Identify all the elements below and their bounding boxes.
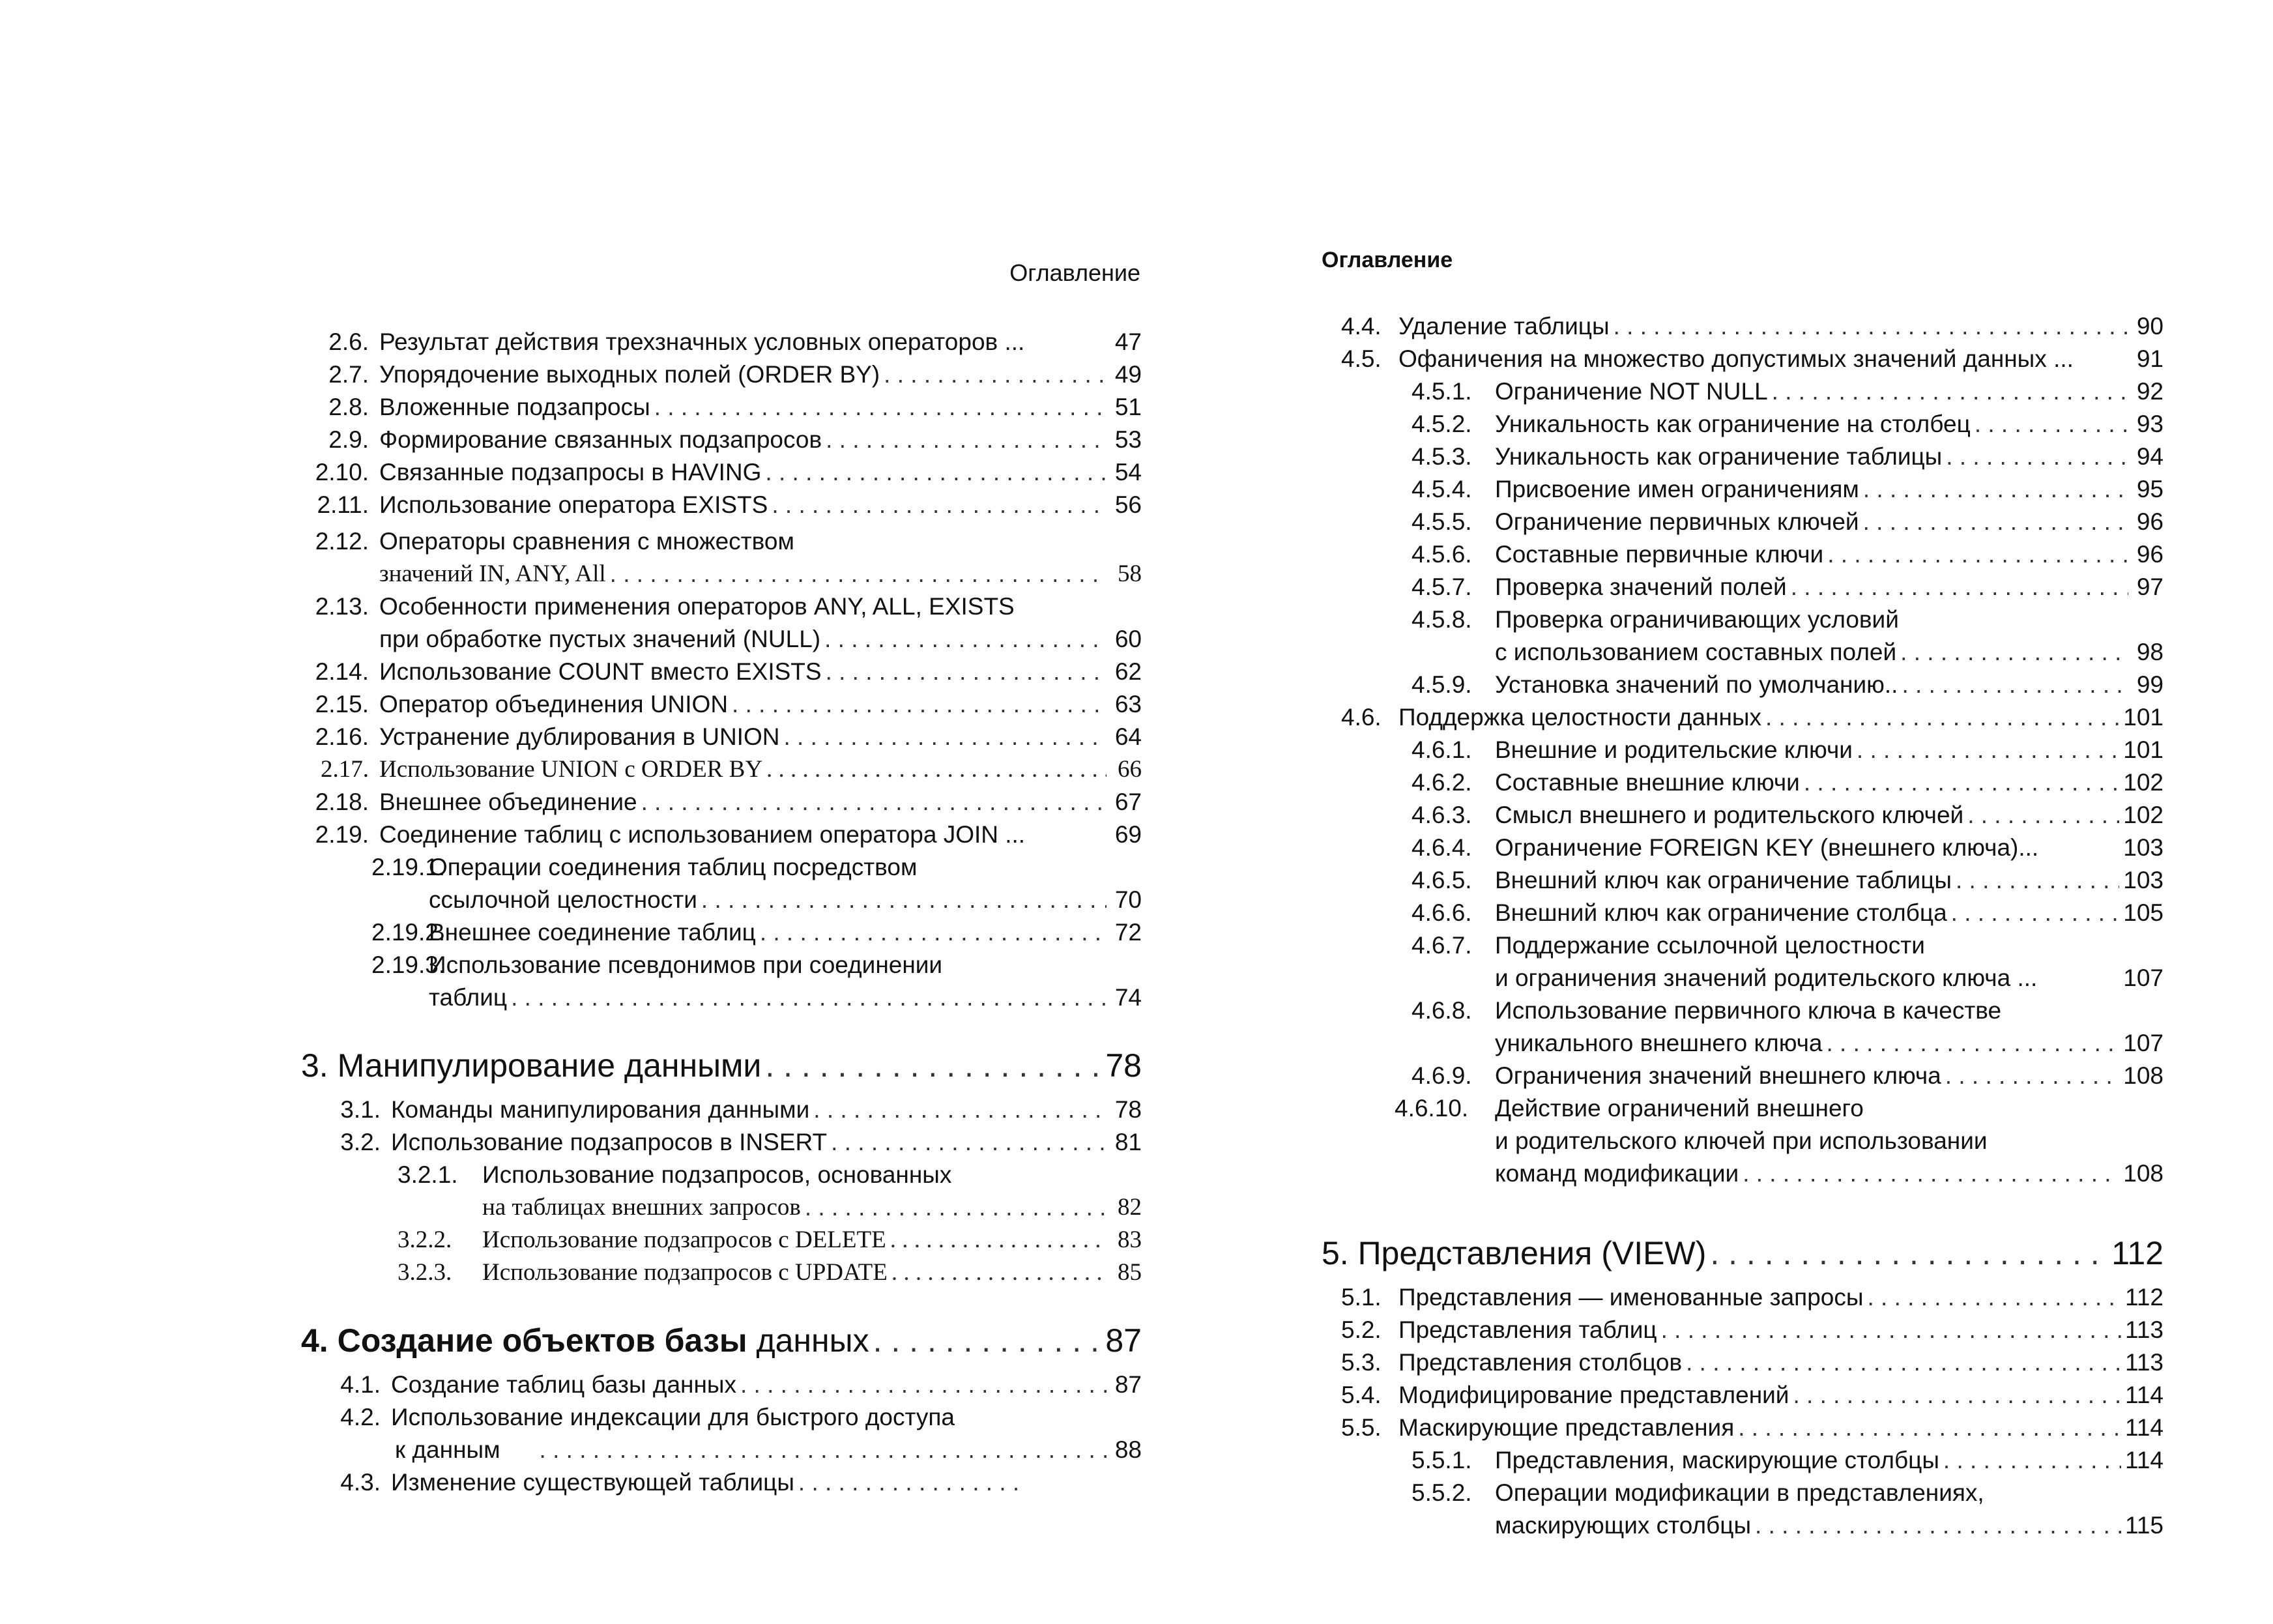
entry-title-line1: Операторы сравнения с множеством	[379, 528, 794, 555]
entry-number: 5.5.2.	[1412, 1479, 1472, 1506]
toc-entry-4-4[interactable]	[1322, 310, 2164, 343]
entry-title: Представления — именованные запросы	[1398, 1284, 1864, 1311]
dot-leader	[772, 489, 1107, 521]
toc-entry-4-6-9[interactable]	[1322, 1060, 2164, 1092]
toc-entry-2-12[interactable]	[301, 525, 1142, 590]
entry-page: 93	[2136, 411, 2164, 437]
toc-entry-5-3[interactable]	[1322, 1346, 2164, 1379]
dot-leader	[1951, 897, 2120, 929]
entry-page: 90	[2136, 313, 2164, 340]
dot-leader	[1826, 1027, 2119, 1060]
dot-leader	[1943, 1444, 2121, 1477]
left-page-toc	[301, 326, 1142, 1499]
entry-number: 4.5.8.	[1412, 606, 1472, 633]
entry-number: 2.9.	[328, 426, 369, 453]
toc-entry-4-5-7[interactable]	[1322, 571, 2164, 603]
entry-title-line1: Особенности применения операторов ANY, ALL, EXISTS	[379, 593, 1015, 620]
entry-page: 105	[2123, 899, 2164, 926]
entry-page: 107	[2123, 1030, 2164, 1056]
entry-page: 115	[2125, 1512, 2164, 1539]
entry-number: 2.15.	[315, 691, 369, 718]
entry-page: 72	[1114, 919, 1142, 946]
entry-leader: ...	[1005, 821, 1026, 848]
dot-leader	[760, 916, 1107, 949]
entry-page: 63	[1114, 691, 1142, 718]
entry-page: 112	[2125, 1284, 2164, 1311]
toc-entry-4-6-2[interactable]	[1322, 766, 2164, 799]
entry-number: 2.19.2.	[371, 919, 446, 946]
entry-title-line2: маскирующих столбцы	[1495, 1512, 1752, 1539]
entry-number: 4.6.	[1341, 704, 1382, 731]
toc-entry-2-19-2[interactable]	[301, 916, 1142, 949]
toc-entry-2-9[interactable]	[301, 424, 1142, 456]
entry-page: 88	[1114, 1436, 1142, 1463]
toc-entry-2-7[interactable]	[301, 358, 1142, 391]
entry-title: Удаление таблицы	[1398, 313, 1610, 340]
entry-title: Устранение дублирования в UNION	[379, 723, 780, 750]
dot-leader	[1791, 571, 2128, 603]
toc-entry-2-13[interactable]	[301, 590, 1142, 656]
right-page-header: Оглавление	[1322, 248, 1453, 272]
entry-page: 96	[2136, 508, 2164, 535]
entry-number: 2.13.	[315, 593, 369, 620]
entry-page: 67	[1114, 789, 1142, 815]
dot-leader	[610, 558, 1107, 590]
toc-entry-4-5-1[interactable]	[1322, 375, 2164, 408]
entry-number: 4.6.8.	[1412, 997, 1472, 1024]
toc-chapter-4[interactable]	[301, 1318, 1142, 1363]
dot-leader	[701, 884, 1107, 916]
entry-page: 85	[1118, 1259, 1142, 1286]
dot-leader	[1900, 636, 2128, 669]
dot-leader	[1946, 441, 2128, 473]
entry-title: Представления, маскирующие столбцы	[1495, 1447, 1939, 1473]
entry-title: Использование подзапросов с DELETE	[482, 1226, 886, 1253]
dot-leader	[1765, 701, 2119, 734]
toc-entry-4-6-10[interactable]	[1322, 1092, 2164, 1190]
entry-page: 101	[2123, 704, 2164, 731]
toc-entry-5-2[interactable]	[1322, 1314, 2164, 1346]
entry-number: 2.10.	[315, 459, 369, 486]
entry-leader: ...	[2017, 964, 2038, 991]
entry-title: Команды манипулирования данными	[391, 1096, 810, 1123]
entry-number: 3.2.1.	[398, 1161, 458, 1188]
dot-leader	[824, 623, 1107, 656]
entry-page: 114	[2125, 1414, 2164, 1441]
toc-entry-5-5[interactable]	[1322, 1412, 2164, 1444]
entry-title-line2: значений IN, ANY, All	[379, 560, 606, 587]
dot-leader	[1793, 1379, 2121, 1412]
left-page-header: Оглавление	[1009, 259, 1140, 286]
toc-entry-5-5-1[interactable]	[1322, 1444, 2164, 1477]
dot-leader	[1967, 799, 2119, 832]
dot-leader	[1772, 375, 2128, 408]
toc-entry-2-16[interactable]	[301, 721, 1142, 753]
entry-number: 4.5.	[1341, 345, 1382, 372]
dot-leader	[1755, 1509, 2121, 1542]
entry-title: Внешние и родительские ключи	[1495, 736, 1853, 763]
entry-leader: ...	[1004, 328, 1025, 355]
entry-title: Уникальность как ограничение на столбец	[1495, 411, 1971, 437]
entry-number: 4.5.5.	[1412, 508, 1472, 535]
toc-entry-4-5[interactable]	[1322, 343, 2164, 375]
entry-page: 98	[2136, 639, 2164, 665]
entry-number: 5.1.	[1341, 1284, 1382, 1311]
toc-entry-3-2-1[interactable]	[301, 1159, 1142, 1224]
toc-entry-4-6-4[interactable]	[1322, 832, 2164, 864]
entry-title: Ограничение первичных ключей	[1495, 508, 1859, 535]
dot-leader	[798, 1466, 1022, 1499]
toc-entry-4-2[interactable]	[301, 1401, 1142, 1466]
entry-number: 2.8.	[328, 394, 369, 420]
entry-title: Офаничения на множество допустимых значений данных	[1398, 345, 2047, 372]
entry-title: Внешнее объединение	[379, 789, 637, 815]
entry-title: Ограничение NOT NULL	[1495, 378, 1768, 405]
entry-title-line2: и родительского ключей при использовании	[1495, 1127, 1988, 1154]
toc-entry-4-6-6[interactable]	[1322, 897, 2164, 929]
dot-leader	[783, 721, 1107, 753]
toc-entry-2-11[interactable]	[301, 489, 1142, 521]
toc-entry-2-18[interactable]	[301, 786, 1142, 819]
entry-title: Ограничение FOREIGN KEY (внешнего ключа)	[1495, 834, 2019, 861]
entry-title-line1: Операции соединения таблиц посредством	[429, 854, 918, 880]
entry-number: 4.6.7.	[1412, 932, 1472, 959]
entry-title: Составные первичные ключи	[1495, 541, 1824, 568]
dot-leader	[1738, 1412, 2121, 1444]
entry-number: 5.2.	[1341, 1316, 1382, 1343]
entry-number: 4.5.7.	[1412, 573, 1472, 600]
toc-entry-3-2[interactable]	[301, 1126, 1142, 1159]
toc-entry-3-1[interactable]	[301, 1094, 1142, 1126]
entry-number: 4.6.6.	[1412, 899, 1472, 926]
entry-page: 101	[2123, 736, 2164, 763]
dot-leader	[1956, 864, 2119, 897]
entry-title-line1: Использование подзапросов, основанных	[482, 1161, 952, 1188]
entry-number: 4.6.2.	[1412, 769, 1472, 796]
entry-page: 113	[2125, 1316, 2164, 1343]
entry-leader: ...	[2018, 834, 2039, 861]
entry-title-line1: Использование псевдонимов при соединении	[429, 951, 943, 978]
toc-entry-4-6-7[interactable]	[1322, 929, 2164, 994]
toc-entry-4-1[interactable]	[301, 1369, 1142, 1401]
dot-leader	[826, 656, 1107, 688]
right-page-toc	[1322, 310, 2164, 1542]
toc-entry-4-3[interactable]	[301, 1466, 1057, 1499]
dot-leader	[1743, 1157, 2119, 1190]
entry-page: 70	[1114, 886, 1142, 913]
dot-leader	[765, 1043, 1101, 1088]
dot-leader	[1863, 473, 2128, 506]
entry-title: Формирование связанных подзапросов	[379, 426, 822, 453]
entry-number: 5.3.	[1341, 1349, 1382, 1376]
entry-page: 64	[1114, 723, 1142, 750]
toc-entry-2-19-1[interactable]	[301, 851, 1142, 916]
entry-page: 92	[2136, 378, 2164, 405]
entry-number: 2.7.	[328, 361, 369, 388]
dot-leader	[511, 981, 1107, 1014]
entry-number: 3.2.2.	[398, 1226, 452, 1253]
entry-page: 82	[1118, 1194, 1142, 1221]
entry-title: Смысл внешнего и родительского ключей	[1495, 802, 1964, 828]
entry-page: 113	[2125, 1349, 2164, 1376]
entry-page: 102	[2123, 769, 2164, 796]
dot-leader	[1863, 506, 2128, 538]
dot-leader	[831, 1126, 1107, 1159]
dot-leader	[1804, 766, 2119, 799]
entry-number: 2.14.	[315, 658, 369, 685]
toc-entry-4-5-6[interactable]	[1322, 538, 2164, 571]
entry-page: 81	[1114, 1129, 1142, 1155]
chapter-page: 112	[2111, 1235, 2164, 1271]
entry-title: Представления столбцов	[1398, 1349, 1683, 1376]
entry-title: Представления таблиц	[1398, 1316, 1657, 1343]
chapter-title: 3. Манипулирование данными	[301, 1047, 762, 1084]
dot-leader	[1857, 734, 2119, 766]
dot-leader	[890, 1224, 1107, 1256]
entry-title-line2: с использованием составных полей	[1495, 639, 1897, 665]
entry-page: 91	[2136, 345, 2164, 372]
entry-title-line2: таблиц	[429, 984, 508, 1011]
toc-entry-4-6-8[interactable]	[1322, 994, 2164, 1060]
entry-number: 4.6.10.	[1395, 1095, 1469, 1122]
entry-title-line1: Операции модификации в представлениях,	[1495, 1479, 1984, 1506]
dot-leader	[765, 456, 1107, 489]
entry-number: 4.5.9.	[1412, 671, 1472, 698]
dot-leader	[654, 391, 1107, 424]
entry-page: 108	[2123, 1160, 2164, 1187]
entry-number: 4.5.4.	[1412, 476, 1472, 502]
entry-page: 107	[2123, 964, 2164, 991]
entry-number: 5.5.1.	[1412, 1447, 1472, 1473]
entry-page: 96	[2136, 541, 2164, 568]
toc-entry-3-2-2[interactable]	[301, 1224, 1142, 1256]
toc-entry-3-2-3[interactable]	[301, 1256, 1142, 1289]
entry-title: Внешний ключ как ограничение таблицы	[1495, 867, 1952, 893]
toc-entry-4-5-8[interactable]	[1322, 603, 2164, 669]
toc-entry-5-1[interactable]	[1322, 1281, 2164, 1314]
entry-number: 5.5.	[1341, 1414, 1382, 1441]
entry-number: 2.19.3.	[371, 951, 446, 978]
entry-title: Уникальность как ограничение таблицы	[1495, 443, 1943, 470]
dot-leader	[805, 1191, 1107, 1224]
toc-entry-4-5-9[interactable]	[1322, 669, 2164, 701]
dot-leader	[1945, 1060, 2120, 1092]
entry-page: 114	[2125, 1447, 2164, 1473]
entry-title-line1: Использование индексации для быстрого доступа	[391, 1404, 955, 1430]
toc-entry-4-6[interactable]	[1322, 701, 2164, 734]
entry-title: Маскирующие представления	[1398, 1414, 1735, 1441]
entry-number: 2.19.1.	[371, 854, 446, 880]
entry-page: 99	[2136, 671, 2164, 698]
toc-entry-2-17[interactable]	[301, 753, 1142, 786]
entry-number: 2.17.	[321, 756, 369, 783]
entry-page: 97	[2136, 573, 2164, 600]
entry-page: 53	[1114, 426, 1142, 453]
toc-entry-4-5-2[interactable]	[1322, 408, 2164, 441]
entry-number: 4.1.	[340, 1371, 381, 1398]
entry-number: 4.6.9.	[1412, 1062, 1472, 1089]
entry-title: Соединение таблиц с использованием оператора JOIN	[379, 821, 998, 848]
entry-page: 49	[1114, 361, 1142, 388]
entry-title: Упорядочение выходных полей (ORDER BY)	[379, 361, 880, 388]
toc-chapter-3[interactable]	[301, 1043, 1142, 1088]
dot-leader	[732, 688, 1107, 721]
dot-leader	[1902, 669, 2128, 701]
entry-page: 102	[2123, 802, 2164, 828]
entry-title: Проверка значений полей	[1495, 573, 1787, 600]
toc-entry-5-5-2[interactable]	[1322, 1477, 2164, 1542]
entry-page: 94	[2136, 443, 2164, 470]
entry-title-line2: к данным	[395, 1436, 500, 1463]
toc-entry-4-6-3[interactable]	[1322, 799, 2164, 832]
chapter-page: 87	[1105, 1322, 1142, 1359]
entry-number: 2.18.	[315, 789, 369, 815]
entry-number: 4.4.	[1341, 313, 1382, 340]
entry-title-line3: команд модификации	[1495, 1160, 1739, 1187]
toc-entry-2-19[interactable]	[301, 819, 1142, 851]
entry-title: Создание таблиц базы данных	[391, 1371, 736, 1398]
dot-leader	[813, 1094, 1107, 1126]
entry-page: 114	[2125, 1382, 2164, 1408]
toc-chapter-5[interactable]	[1322, 1230, 2164, 1276]
entry-title-line2: и ограничения значений родительского ключа	[1495, 964, 2011, 991]
entry-page: 103	[2123, 867, 2164, 893]
entry-page: 108	[2123, 1062, 2164, 1089]
entry-title: Использование подзапросов в INSERT	[391, 1129, 828, 1155]
toc-entry-2-8[interactable]	[301, 391, 1142, 424]
toc-entry-2-19-3[interactable]	[301, 949, 1142, 1014]
dot-leader	[641, 786, 1107, 819]
entry-number: 4.5.6.	[1412, 541, 1472, 568]
entry-title-line2: уникального внешнего ключа	[1495, 1030, 1823, 1056]
entry-page: 51	[1114, 394, 1142, 420]
dot-leader	[1686, 1346, 2121, 1379]
entry-number: 2.11.	[317, 491, 369, 518]
entry-number: 4.5.3.	[1412, 443, 1472, 470]
entry-page: 103	[2123, 834, 2164, 861]
entry-page: 83	[1118, 1226, 1142, 1253]
entry-title: Изменение существующей таблицы	[391, 1469, 794, 1496]
toc-entry-2-10[interactable]	[301, 456, 1142, 489]
dot-leader	[740, 1369, 1107, 1401]
toc-entry-4-5-5[interactable]	[1322, 506, 2164, 538]
entry-title: Ограничения значений внешнего ключа	[1495, 1062, 1941, 1089]
entry-title-line1: Поддержание ссылочной целостности	[1495, 932, 1925, 959]
entry-number: 2.16.	[315, 723, 369, 750]
entry-number: 4.5.1.	[1412, 378, 1472, 405]
entry-title: Поддержка целостности данных	[1398, 704, 1761, 731]
dot-leader	[1827, 538, 2128, 571]
entry-title: Внешний ключ как ограничение столбца	[1495, 899, 1947, 926]
chapter-title: 4. Создание объектов базы данных	[301, 1322, 869, 1359]
entry-title: Использование UNION с ORDER BY	[379, 756, 763, 783]
entry-title: Модифицирование представлений	[1398, 1382, 1789, 1408]
dot-leader	[1661, 1314, 2121, 1346]
entry-title-line2: ссылочной целостности	[429, 886, 697, 913]
toc-entry-2-6[interactable]	[301, 326, 1142, 358]
entry-leader: ...	[2053, 345, 2074, 372]
entry-number: 4.3.	[340, 1469, 381, 1496]
toc-entry-4-5-3[interactable]	[1322, 441, 2164, 473]
entry-page: 62	[1114, 658, 1142, 685]
toc-entry-2-14[interactable]	[301, 656, 1142, 688]
entry-title-line1: Действие ограничений внешнего	[1495, 1095, 1864, 1122]
entry-page: 66	[1118, 756, 1142, 783]
entry-page: 69	[1114, 821, 1142, 848]
entry-number: 3.2.	[340, 1129, 381, 1155]
dot-leader	[1867, 1281, 2121, 1314]
entry-title: Использование COUNT вместо EXISTS	[379, 658, 822, 685]
dot-leader	[873, 1318, 1102, 1363]
entry-number: 4.6.5.	[1412, 867, 1472, 893]
dot-leader	[540, 1434, 1107, 1466]
entry-number: 5.4.	[1341, 1382, 1382, 1408]
dot-leader	[1975, 408, 2128, 441]
dot-leader	[884, 358, 1107, 391]
entry-title-line1: Использование первичного ключа в качестве	[1495, 997, 2002, 1024]
entry-title: Вложенные подзапросы	[379, 394, 650, 420]
entry-page: 95	[2136, 476, 2164, 502]
entry-page: 47	[1114, 328, 1142, 355]
chapter-page: 78	[1105, 1047, 1142, 1084]
entry-number: 4.2.	[340, 1404, 381, 1430]
toc-entry-4-6-1[interactable]	[1322, 734, 2164, 766]
entry-number: 4.5.2.	[1412, 411, 1472, 437]
dot-leader	[766, 753, 1107, 786]
entry-number: 4.6.3.	[1412, 802, 1472, 828]
entry-title: Присвоение имен ограничениям	[1495, 476, 1859, 502]
dot-leader	[826, 424, 1107, 456]
entry-title: Установка значений по умолчанию..	[1495, 671, 1898, 698]
entry-title: Использование подзапросов с UPDATE	[482, 1259, 888, 1286]
entry-title: Связанные подзапросы в HAVING	[379, 459, 762, 486]
entry-page: 87	[1114, 1371, 1142, 1398]
entry-title: Результат действия трехзначных условных операторов	[379, 328, 998, 355]
entry-title: Оператор объединения UNION	[379, 691, 729, 718]
entry-page: 60	[1114, 626, 1142, 652]
chapter-title: 5. Представления (VIEW)	[1322, 1235, 1707, 1271]
entry-title-line1: Проверка ограничивающих условий	[1495, 606, 1899, 633]
entry-title: Внешнее соединение таблиц	[429, 919, 756, 946]
entry-title: Составные внешние ключи	[1495, 769, 1800, 796]
toc-entry-2-15[interactable]	[301, 688, 1142, 721]
entry-number: 2.12.	[315, 528, 369, 555]
entry-title-line2: на таблицах внешних запросов	[482, 1194, 801, 1221]
entry-number: 4.6.4.	[1412, 834, 1472, 861]
dot-leader	[1710, 1230, 2107, 1276]
toc-entry-5-4[interactable]	[1322, 1379, 2164, 1412]
entry-page: 74	[1114, 984, 1142, 1011]
toc-entry-4-6-5[interactable]	[1322, 864, 2164, 897]
entry-title: Использование оператора EXISTS	[379, 491, 768, 518]
entry-page: 56	[1114, 491, 1142, 518]
entry-number: 3.2.3.	[398, 1259, 452, 1286]
dot-leader	[891, 1256, 1107, 1289]
entry-number: 2.6.	[328, 328, 369, 355]
entry-number: 2.19.	[315, 821, 369, 848]
entry-page: 58	[1118, 560, 1142, 587]
toc-entry-4-5-4[interactable]	[1322, 473, 2164, 506]
entry-title-line2: при обработке пустых значений (NULL)	[379, 626, 821, 652]
entry-page: 54	[1114, 459, 1142, 486]
dot-leader	[1614, 310, 2128, 343]
entry-number: 3.1.	[340, 1096, 381, 1123]
entry-number: 4.6.1.	[1412, 736, 1472, 763]
entry-page: 78	[1114, 1096, 1142, 1123]
